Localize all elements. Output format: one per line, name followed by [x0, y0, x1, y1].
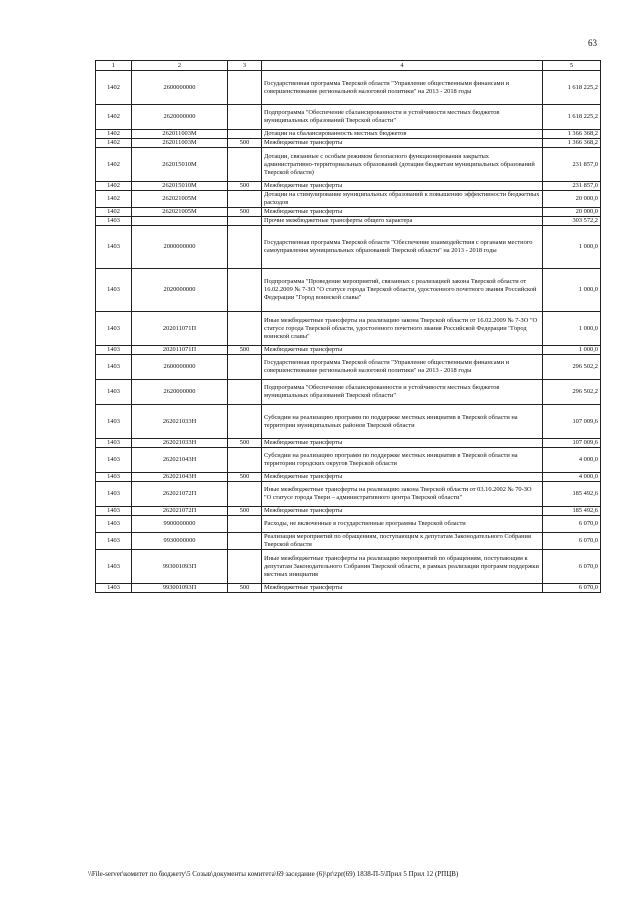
- cell-amount: 1 000,0: [543, 226, 601, 269]
- cell-target-code: 262021033Н: [132, 405, 228, 439]
- cell-expense-type: [228, 71, 262, 105]
- cell-item-name: Дотации на сбалансированность местных бюджетов: [262, 130, 543, 139]
- cell-item-name: Иные межбюджетные трансферты на реализацию мероприятий по обращениям, поступающим к депутатам Законодательного Собрания Тверской области, в рамках реализации программ поддержки местных инициатив: [262, 550, 543, 584]
- cell-amount: 6 070,0: [543, 584, 601, 593]
- cell-amount: 296 502,2: [543, 380, 601, 405]
- cell-expense-type: [228, 269, 262, 312]
- cell-section-code: 1402: [96, 139, 132, 148]
- cell-section-code: 1403: [96, 312, 132, 346]
- table-row: [96, 312, 601, 346]
- cell-section-code: 1403: [96, 355, 132, 380]
- cell-item-name: Межбюджетные трансферты: [262, 139, 543, 148]
- cell-expense-type: 500: [228, 346, 262, 355]
- header-col-1: 1: [96, 61, 132, 71]
- cell-item-name: Государственная программа Тверской области "Управление общественными финансами и совершенствование региональной налоговой политики" на 2013 - 2018 годы: [262, 355, 543, 380]
- cell-amount: 1 366 368,2: [543, 130, 601, 139]
- cell-amount: 185 492,6: [543, 482, 601, 507]
- cell-section-code: 1403: [96, 269, 132, 312]
- cell-section-code: 1403: [96, 448, 132, 473]
- table-row: [96, 208, 601, 217]
- cell-item-name: Межбюджетные трансферты: [262, 584, 543, 593]
- cell-item-name: Межбюджетные трансферты: [262, 439, 543, 448]
- cell-target-code: 262015010М: [132, 182, 228, 191]
- table-row: [96, 473, 601, 482]
- cell-section-code: 1403: [96, 217, 132, 226]
- cell-item-name: Субсидии на реализацию программ по поддержке местных инициатив в Тверской области на территории муниципальных районов Тверской области: [262, 405, 543, 439]
- cell-expense-type: [228, 550, 262, 584]
- cell-target-code: 2600000000: [132, 355, 228, 380]
- cell-amount: 6 070,0: [543, 550, 601, 584]
- cell-target-code: 2000000000: [132, 226, 228, 269]
- cell-target-code: 262021005М: [132, 208, 228, 217]
- cell-amount: 1 000,0: [543, 312, 601, 346]
- cell-amount: 1 000,0: [543, 269, 601, 312]
- cell-section-code: 1403: [96, 405, 132, 439]
- cell-target-code: 2600000000: [132, 71, 228, 105]
- cell-item-name: Иные межбюджетные трансферты на реализацию закона Тверской области от 16.02.2009 № 7-ЗО "О статусе города Тверской области, удостоенного почетного звания Российской Федерации "Город воинской славы": [262, 312, 543, 346]
- cell-section-code: 1403: [96, 482, 132, 507]
- cell-amount: 107 009,6: [543, 439, 601, 448]
- cell-amount: 1 618 225,2: [543, 105, 601, 130]
- cell-section-code: 1403: [96, 584, 132, 593]
- table-row: [96, 380, 601, 405]
- cell-target-code: [132, 217, 228, 226]
- table-row: [96, 105, 601, 130]
- table-row: [96, 148, 601, 182]
- table-row: [96, 355, 601, 380]
- cell-item-name: Межбюджетные трансферты: [262, 208, 543, 217]
- cell-item-name: Дотации, связанные с особым режимом безопасного функционирования закрытых административно-территориальных образований (дотации бюджетам муниципальных образований Тверской области): [262, 148, 543, 182]
- cell-item-name: Дотации на стимулирование муниципальных образований к повышению эффективности бюджетных расходов: [262, 191, 543, 208]
- cell-target-code: 262021033Н: [132, 439, 228, 448]
- cell-expense-type: [228, 516, 262, 533]
- table-row: [96, 405, 601, 439]
- cell-expense-type: 500: [228, 208, 262, 217]
- cell-expense-type: [228, 312, 262, 346]
- budget-table: [95, 60, 601, 593]
- cell-amount: 231 857,0: [543, 182, 601, 191]
- cell-item-name: Межбюджетные трансферты: [262, 182, 543, 191]
- cell-expense-type: 500: [228, 182, 262, 191]
- cell-expense-type: 500: [228, 507, 262, 516]
- page-number: 63: [588, 38, 597, 48]
- cell-amount: 296 502,2: [543, 355, 601, 380]
- cell-expense-type: [228, 380, 262, 405]
- table-row: [96, 217, 601, 226]
- cell-target-code: 2620000000: [132, 105, 228, 130]
- table-row: [96, 226, 601, 269]
- cell-target-code: 262021043Н: [132, 473, 228, 482]
- header-col-4: 4: [262, 61, 543, 71]
- cell-expense-type: [228, 191, 262, 208]
- cell-item-name: Субсидии на реализацию программ по поддержке местных инициатив в Тверской области на территории городских округов Тверской области: [262, 448, 543, 473]
- table-row: [96, 507, 601, 516]
- cell-expense-type: [228, 405, 262, 439]
- cell-expense-type: 500: [228, 439, 262, 448]
- cell-amount: 185 492,6: [543, 507, 601, 516]
- cell-amount: 1 618 225,2: [543, 71, 601, 105]
- cell-item-name: Межбюджетные трансферты: [262, 346, 543, 355]
- cell-amount: 20 000,0: [543, 208, 601, 217]
- cell-target-code: 262021005М: [132, 191, 228, 208]
- cell-target-code: 2020000000: [132, 269, 228, 312]
- cell-item-name: Подпрограмма "Обеспечение сбалансированности и устойчивости местных бюджетов муниципальных образований Тверской области": [262, 105, 543, 130]
- table-row: [96, 482, 601, 507]
- footer-file-path: \\File-server\комитет по бюджету\5 Созыв\документы комитета\69 заседание (6)\pr\zpr(69) 1838-П-5\Прил 5 Прил 12 (РПЦВ): [88, 870, 459, 878]
- cell-expense-type: [228, 217, 262, 226]
- cell-item-name: Реализация мероприятий по обращениям, поступающим к депутатам Законодательного Собрания Тверской области: [262, 533, 543, 550]
- cell-expense-type: [228, 148, 262, 182]
- cell-target-code: 9930000000: [132, 533, 228, 550]
- cell-expense-type: [228, 448, 262, 473]
- cell-section-code: 1403: [96, 439, 132, 448]
- cell-expense-type: 500: [228, 584, 262, 593]
- cell-section-code: 1403: [96, 516, 132, 533]
- cell-target-code: 9900000000: [132, 516, 228, 533]
- table-row: [96, 584, 601, 593]
- table-row: [96, 191, 601, 208]
- cell-target-code: 993001093П: [132, 584, 228, 593]
- cell-target-code: 2620000000: [132, 380, 228, 405]
- cell-amount: 6 070,0: [543, 533, 601, 550]
- table-row: [96, 182, 601, 191]
- cell-amount: 20 000,0: [543, 191, 601, 208]
- cell-section-code: 1403: [96, 226, 132, 269]
- cell-target-code: 262015010М: [132, 148, 228, 182]
- table-row: [96, 439, 601, 448]
- cell-section-code: 1402: [96, 148, 132, 182]
- cell-amount: 1 366 368,2: [543, 139, 601, 148]
- table-row: [96, 448, 601, 473]
- cell-section-code: 1402: [96, 130, 132, 139]
- cell-item-name: Подпрограмма "Обеспечение сбалансированности и устойчивости местных бюджетов муниципальных образований Тверской области": [262, 380, 543, 405]
- table-row: [96, 533, 601, 550]
- cell-amount: 4 000,0: [543, 473, 601, 482]
- table-row: [96, 346, 601, 355]
- cell-amount: 6 070,0: [543, 516, 601, 533]
- cell-item-name: Прочие межбюджетные трансферты общего характера: [262, 217, 543, 226]
- cell-section-code: 1403: [96, 346, 132, 355]
- cell-item-name: Межбюджетные трансферты: [262, 473, 543, 482]
- header-col-2: 2: [132, 61, 228, 71]
- cell-expense-type: [228, 226, 262, 269]
- table-row: [96, 139, 601, 148]
- cell-item-name: Подпрограмма "Проведение мероприятий, связанных с реализацией закона Тверской области от 16.02.2009 № 7-ЗО "О статусе города Тверской области, удостоенного почетного звания Российской Федерации "Город воинской славы": [262, 269, 543, 312]
- table-header-row: [96, 61, 601, 71]
- cell-section-code: 1402: [96, 182, 132, 191]
- cell-target-code: 993001093П: [132, 550, 228, 584]
- cell-expense-type: [228, 355, 262, 380]
- cell-amount: 4 000,0: [543, 448, 601, 473]
- cell-item-name: Государственная программа Тверской области "Обеспечение взаимодействия с органами местного самоуправления муниципальных образований Тверской области" на 2013 - 2018 годы: [262, 226, 543, 269]
- cell-item-name: Государственная программа Тверской области "Управление общественными финансами и совершенствование региональной налоговой политики" на 2013 - 2018 годы: [262, 71, 543, 105]
- cell-section-code: 1402: [96, 208, 132, 217]
- cell-expense-type: 500: [228, 473, 262, 482]
- table-row: [96, 130, 601, 139]
- cell-target-code: 262021072П: [132, 482, 228, 507]
- cell-section-code: 1403: [96, 533, 132, 550]
- cell-item-name: Иные межбюджетные трансферты на реализацию закона Тверской области от 03.10.2002 № 70-ЗО "О статусе города Твери – административного центра Тверской области": [262, 482, 543, 507]
- cell-expense-type: [228, 105, 262, 130]
- header-col-3: 3: [228, 61, 262, 71]
- cell-section-code: 1402: [96, 71, 132, 105]
- cell-section-code: 1403: [96, 473, 132, 482]
- cell-item-name: Межбюджетные трансферты: [262, 507, 543, 516]
- cell-target-code: 262011003М: [132, 130, 228, 139]
- cell-amount: 303 572,2: [543, 217, 601, 226]
- table-row: [96, 71, 601, 105]
- cell-expense-type: [228, 130, 262, 139]
- header-col-5: 5: [543, 61, 601, 71]
- table-row: [96, 550, 601, 584]
- cell-expense-type: [228, 482, 262, 507]
- table-row: [96, 516, 601, 533]
- table-row: [96, 269, 601, 312]
- cell-amount: 1 000,0: [543, 346, 601, 355]
- cell-item-name: Расходы, не включенные в государственные программы Тверской области: [262, 516, 543, 533]
- cell-section-code: 1403: [96, 380, 132, 405]
- cell-expense-type: [228, 533, 262, 550]
- cell-section-code: 1403: [96, 550, 132, 584]
- cell-target-code: 202011071П: [132, 346, 228, 355]
- cell-amount: 107 009,6: [543, 405, 601, 439]
- cell-target-code: 262011003М: [132, 139, 228, 148]
- cell-section-code: 1402: [96, 105, 132, 130]
- cell-target-code: 262021072П: [132, 507, 228, 516]
- cell-amount: 231 857,0: [543, 148, 601, 182]
- cell-section-code: 1402: [96, 191, 132, 208]
- cell-expense-type: 500: [228, 139, 262, 148]
- cell-target-code: 202011071П: [132, 312, 228, 346]
- cell-section-code: 1403: [96, 507, 132, 516]
- cell-target-code: 262021043Н: [132, 448, 228, 473]
